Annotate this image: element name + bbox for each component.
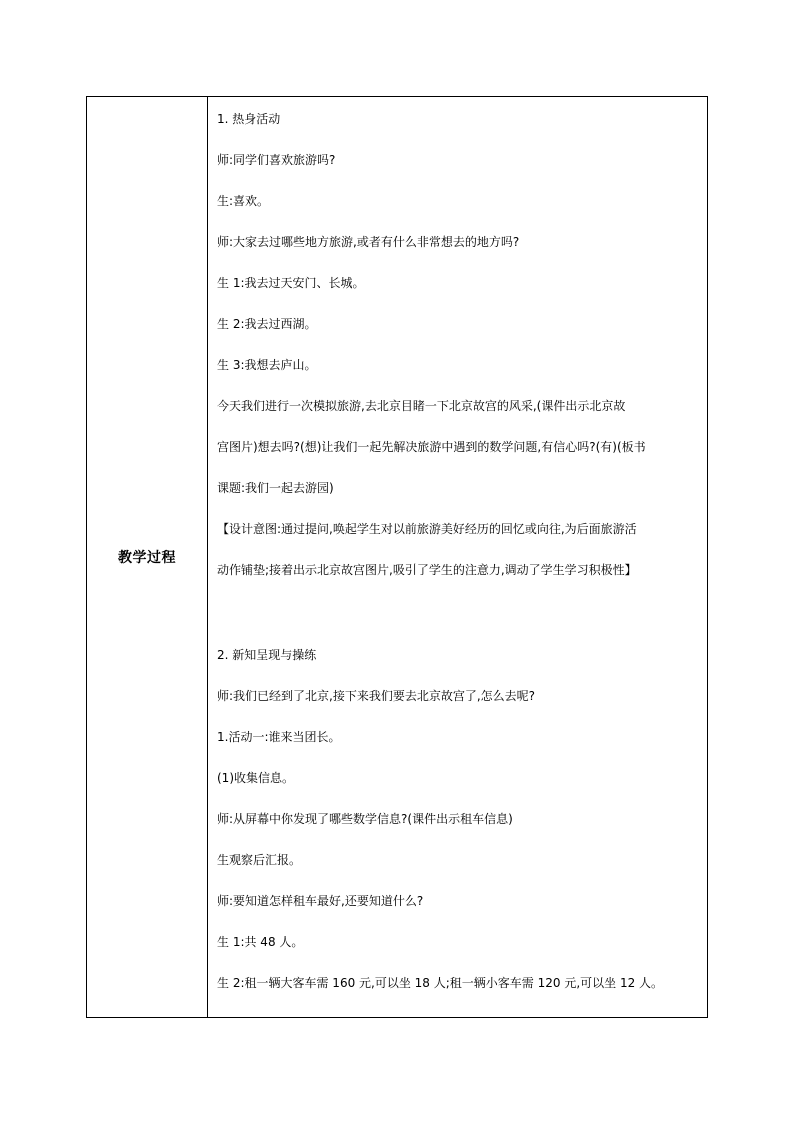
lesson-table — [86, 96, 708, 1018]
activity-heading: 1.活动一:谁来当团长。 — [217, 730, 341, 744]
step-heading: (1)收集信息。 — [217, 771, 294, 785]
dialogue-line: 生:喜欢。 — [217, 194, 270, 208]
dialogue-line: 生 1:共 48 人。 — [217, 935, 304, 949]
dialogue-line: 师:我们已经到了北京,接下来我们要去北京故宫了,怎么去呢? — [217, 689, 536, 703]
section-heading-new-knowledge: 2. 新知呈现与操练 — [217, 648, 317, 662]
section-heading-warmup: 1. 热身活动 — [217, 112, 281, 126]
section-label: 教学过程 — [118, 550, 176, 566]
section-content-cell — [208, 97, 707, 1017]
dialogue-line: 生 2:租一辆大客车需 160 元,可以坐 18 人;租一辆小客车需 120 元,可以坐 12 人。 — [217, 976, 664, 990]
section-label-cell — [87, 97, 208, 1017]
dialogue-line: 师:要知道怎样租车最好,还要知道什么? — [217, 894, 424, 908]
dialogue-line: 生观察后汇报。 — [217, 853, 302, 867]
design-intent-note: 【设计意图:通过提问,唤起学生对以前旅游美好经历的回忆或向往,为后面旅游活 — [217, 522, 637, 536]
dialogue-line: 师:大家去过哪些地方旅游,或者有什么非常想去的地方吗? — [217, 235, 520, 249]
dialogue-line: 师:同学们喜欢旅游吗? — [217, 153, 336, 167]
dialogue-line: 师:从屏幕中你发现了哪些数学信息?(课件出示租车信息) — [217, 812, 513, 826]
paragraph-line: 宫图片)想去吗?(想)让我们一起先解决旅游中遇到的数学问题,有信心吗?(有)(板书 — [217, 440, 646, 454]
dialogue-line: 生 2:我去过西湖。 — [217, 317, 317, 331]
dialogue-line: 生 1:我去过天安门、长城。 — [217, 276, 365, 290]
paragraph-line: 课题:我们一起去游园) — [217, 481, 334, 495]
paragraph-line: 今天我们进行一次模拟旅游,去北京目睹一下北京故宫的风采,(课件出示北京故 — [217, 399, 626, 413]
design-intent-note: 动作铺垫;接着出示北京故宫图片,吸引了学生的注意力,调动了学生学习积极性】 — [217, 563, 637, 577]
dialogue-line: 生 3:我想去庐山。 — [217, 358, 317, 372]
